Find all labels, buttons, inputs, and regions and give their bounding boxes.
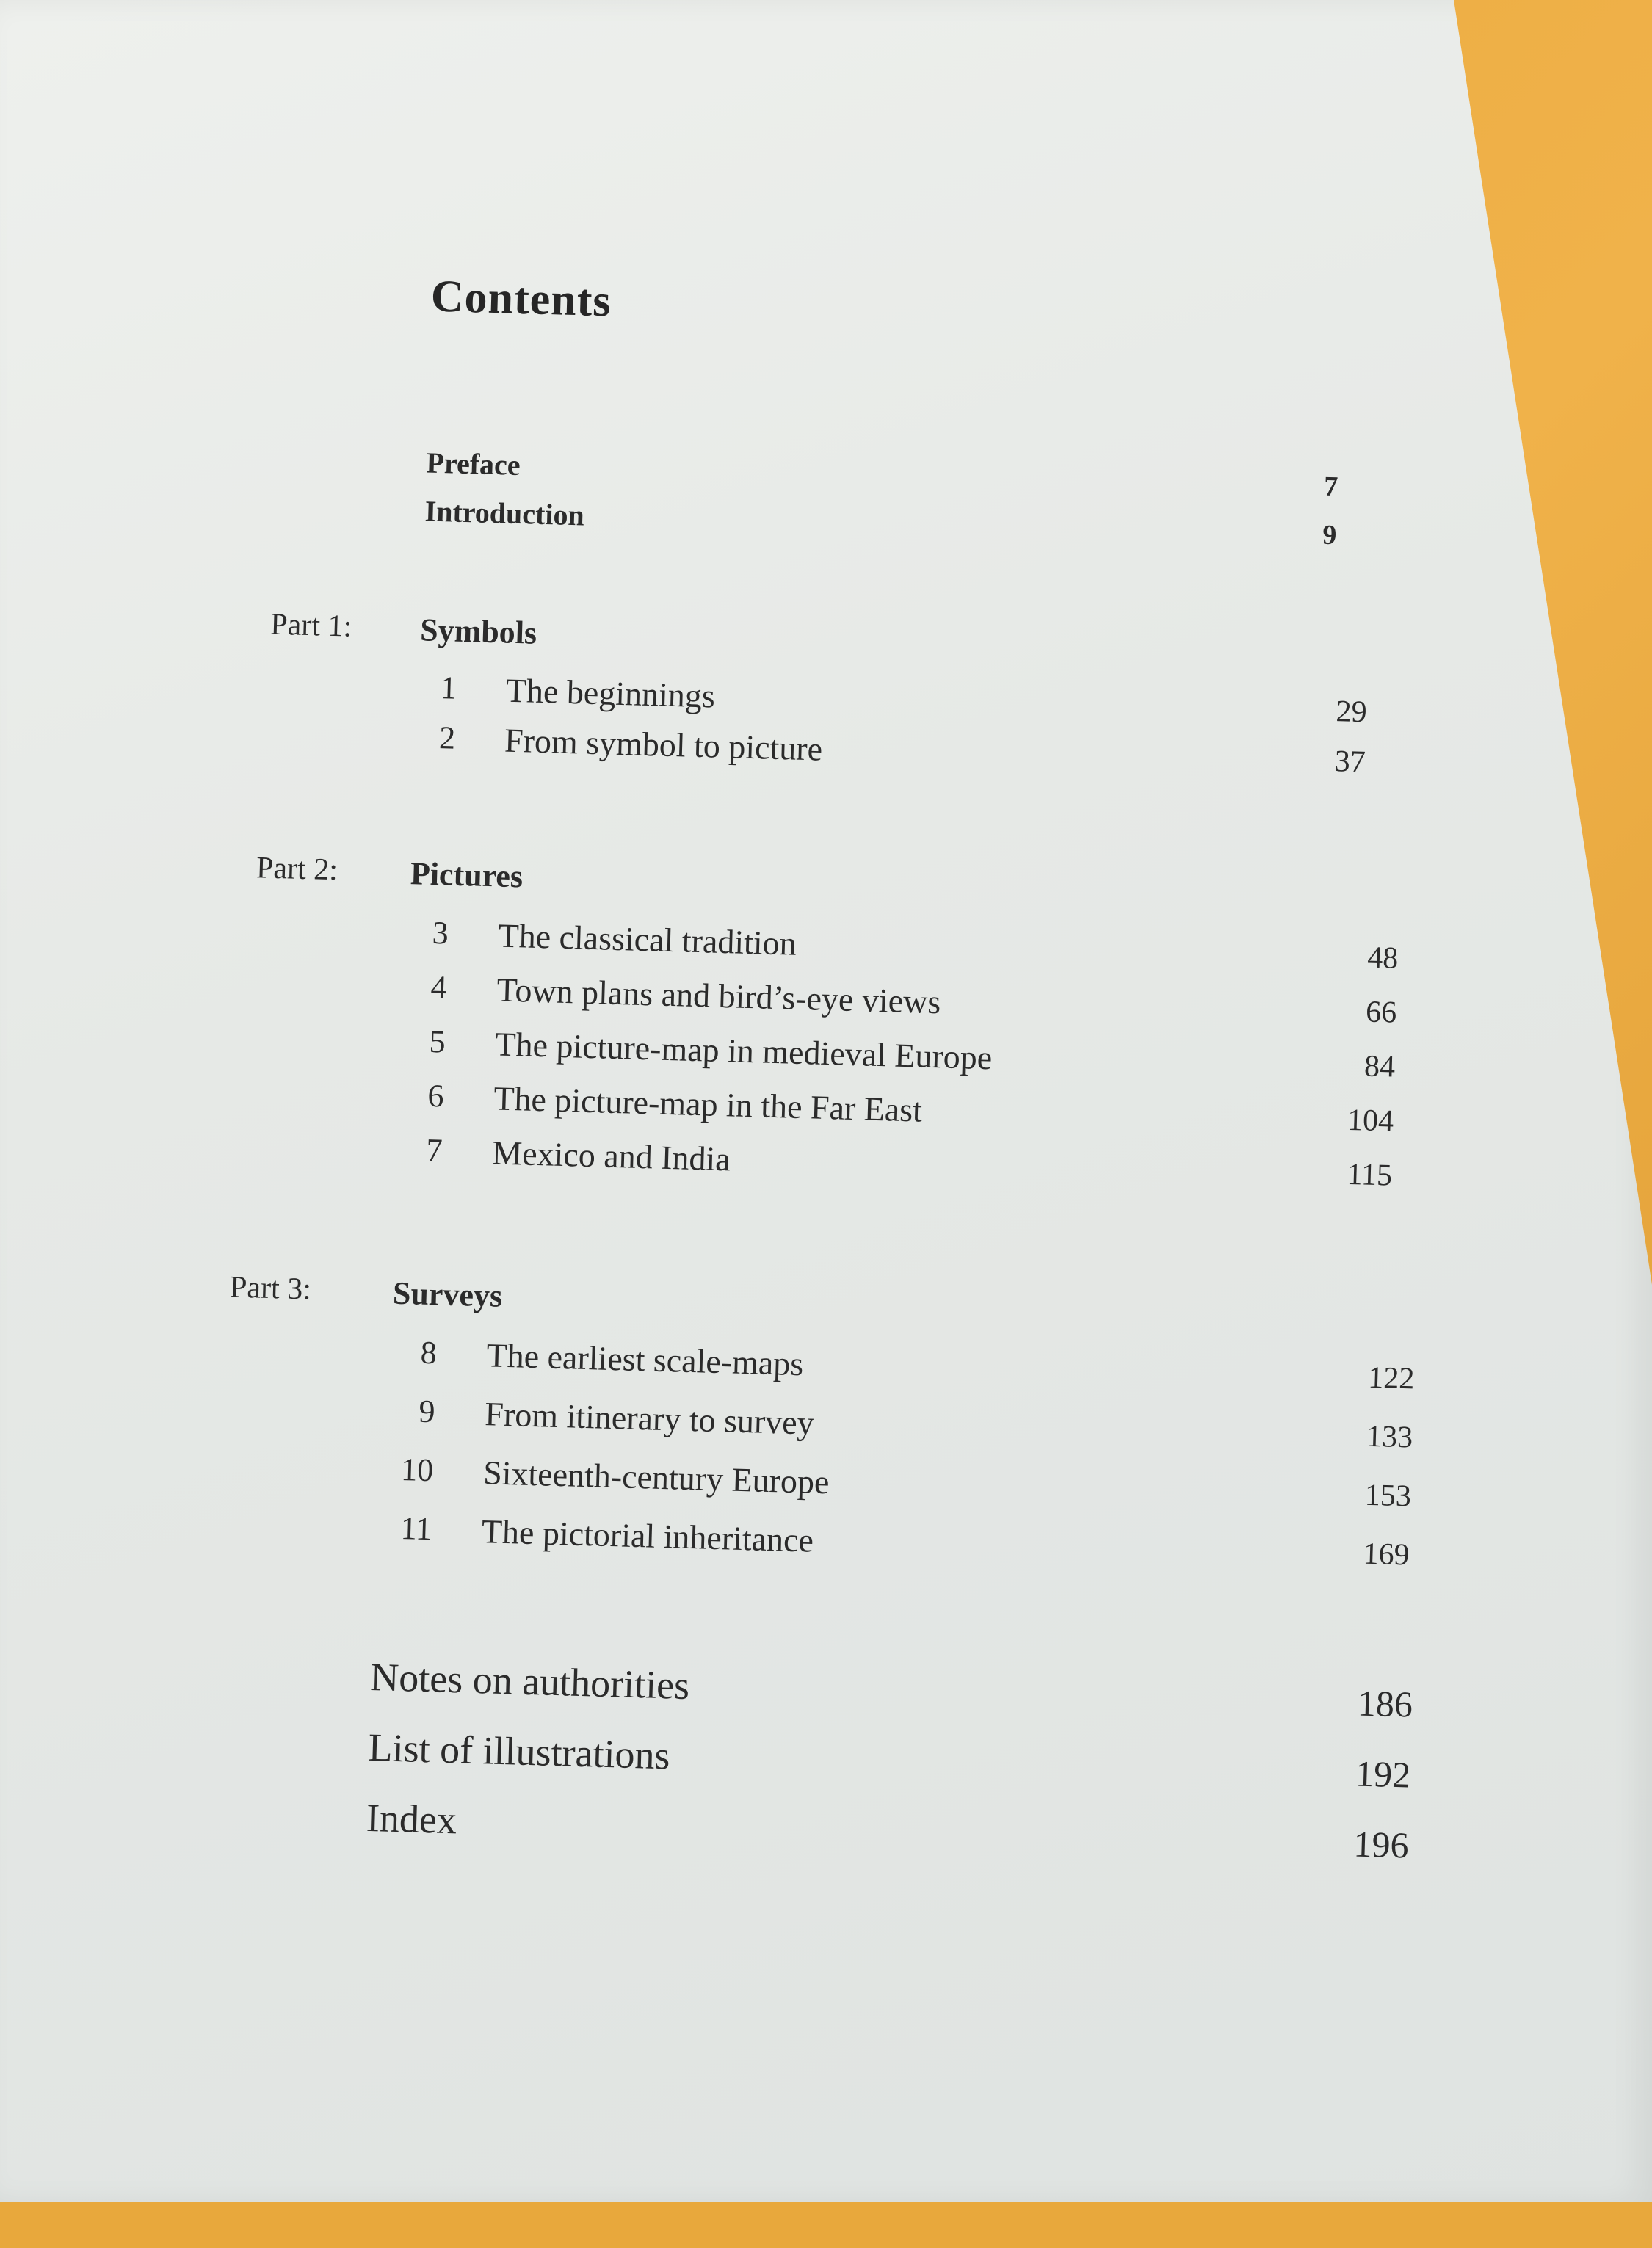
chapter-number: 7 [425,1131,443,1169]
entry-title: The classical tradition [497,916,797,962]
entry-title: The earliest scale-maps [486,1336,804,1383]
part-label: Part 1: [269,607,352,644]
entry-title: The pictorial inheritance [481,1512,814,1559]
entry-page: 196 [1352,1823,1410,1866]
entry-page: 122 [1367,1360,1415,1396]
entry-title: Sixteenth-century Europe [482,1454,830,1501]
entry-title: Town plans and bird’s-eye views [496,971,941,1021]
chapter-number: 4 [430,968,448,1006]
page-title: Contents [430,271,612,327]
chapter-number: 5 [428,1023,446,1060]
entry-title: From itinerary to survey [484,1395,815,1442]
entry-title: The picture-map in the Far East [493,1079,923,1129]
entry-page: 153 [1364,1478,1412,1514]
entry-page: 186 [1357,1682,1413,1725]
entry-title: Index [366,1795,457,1843]
entry-page: 84 [1363,1049,1396,1084]
chapter-number: 8 [420,1334,438,1371]
entry-title: From symbol to picture [504,721,823,768]
entry-page: 66 [1365,995,1397,1030]
entry-title: The beginnings [505,671,716,715]
part-label: Part 2: [256,851,338,888]
chapter-number: 3 [432,914,449,951]
chapter-number: 2 [438,719,456,756]
entry-page: 133 [1366,1419,1413,1455]
entry-title: Preface [426,446,521,482]
entry-page: 7 [1323,471,1338,503]
entry-page: 104 [1347,1103,1394,1139]
entry-page: 169 [1362,1537,1410,1573]
entry-page: 115 [1346,1157,1393,1193]
entry-title: The picture-map in medieval Europe [494,1025,993,1077]
entry-title: Mexico and India [491,1134,731,1178]
entry-page: 37 [1334,744,1366,780]
entry-page: 29 [1336,695,1368,730]
part-title: Symbols [419,612,537,651]
entry-page: 9 [1322,519,1337,551]
chapter-number: 9 [418,1393,436,1430]
chapter-number: 11 [400,1510,432,1548]
entry-title: List of illustrations [367,1725,671,1778]
entry-title: Introduction [424,494,585,532]
chapter-number: 10 [400,1451,434,1489]
entry-page: 192 [1355,1752,1412,1796]
part-title: Pictures [410,855,524,895]
part-title: Surveys [392,1275,503,1314]
chapter-number: 6 [427,1077,445,1114]
chapter-number: 1 [440,670,457,706]
part-label: Part 3: [229,1270,312,1307]
entry-page: 48 [1366,940,1399,976]
entry-title: Notes on authorities [369,1654,691,1708]
